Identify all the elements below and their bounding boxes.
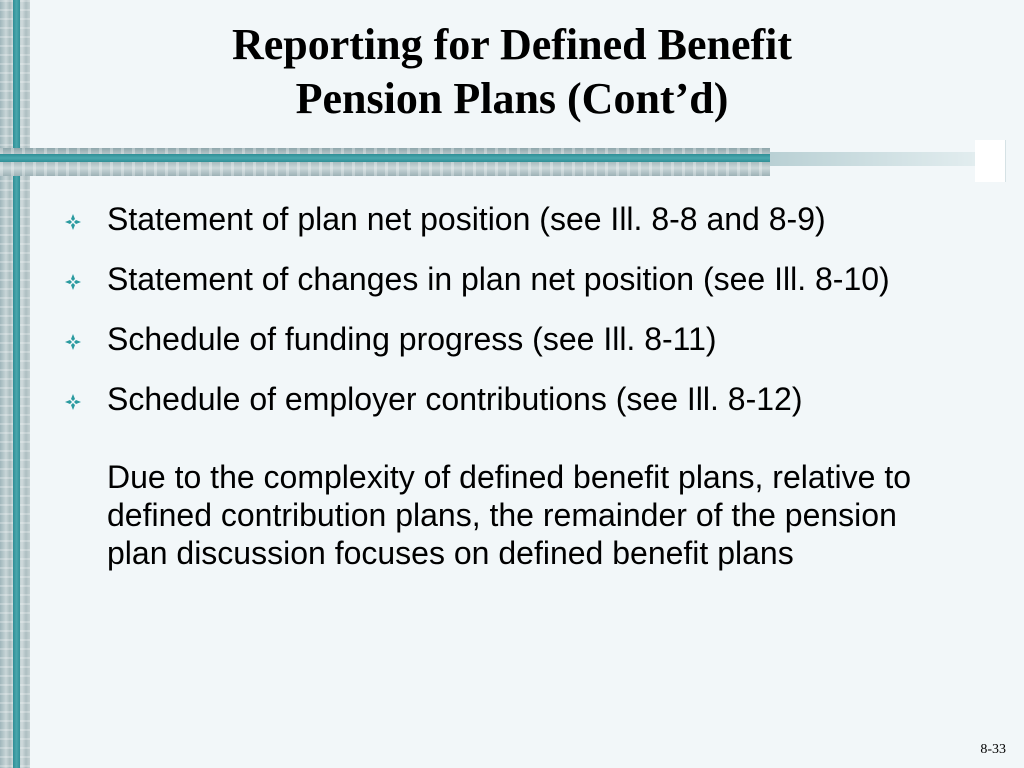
bullet-text: Schedule of funding progress (see Ill. 8-11) [107, 321, 717, 357]
diamond-bullet-icon [64, 273, 82, 291]
slide-title-line2: Pension Plans (Cont’d) [295, 74, 729, 123]
bullet-text: Statement of plan net position (see Ill. 8-8 and 8-9) [107, 201, 826, 237]
diamond-bullet-icon [64, 393, 82, 411]
divider-fade [770, 152, 975, 166]
diamond-bullet-icon [64, 333, 82, 351]
divider-end-box [975, 140, 1006, 182]
slide-body [64, 200, 964, 572]
page-number: 8-33 [980, 742, 1006, 757]
slide-title [40, 18, 984, 126]
bullet-text: Schedule of employer contributions (see Ill. 8-12) [107, 381, 803, 417]
summary-note: Due to the complexity of defined benefit plans, relative to defined contribution plans, the remainder of the pension plan discussion focuses on defined benefit plans [107, 459, 912, 571]
horizontal-accent-bar [0, 154, 770, 162]
bullet-item [64, 200, 964, 238]
vertical-accent-bar [13, 0, 20, 768]
bullet-item [64, 380, 964, 418]
title-divider-band [0, 148, 770, 176]
slide-title-line1: Reporting for Defined Benefit [231, 20, 793, 69]
diamond-bullet-icon [64, 213, 82, 231]
bullet-text: Statement of changes in plan net position (see Ill. 8-10) [107, 261, 890, 297]
bullet-item [64, 320, 964, 358]
bullet-item [64, 260, 964, 298]
